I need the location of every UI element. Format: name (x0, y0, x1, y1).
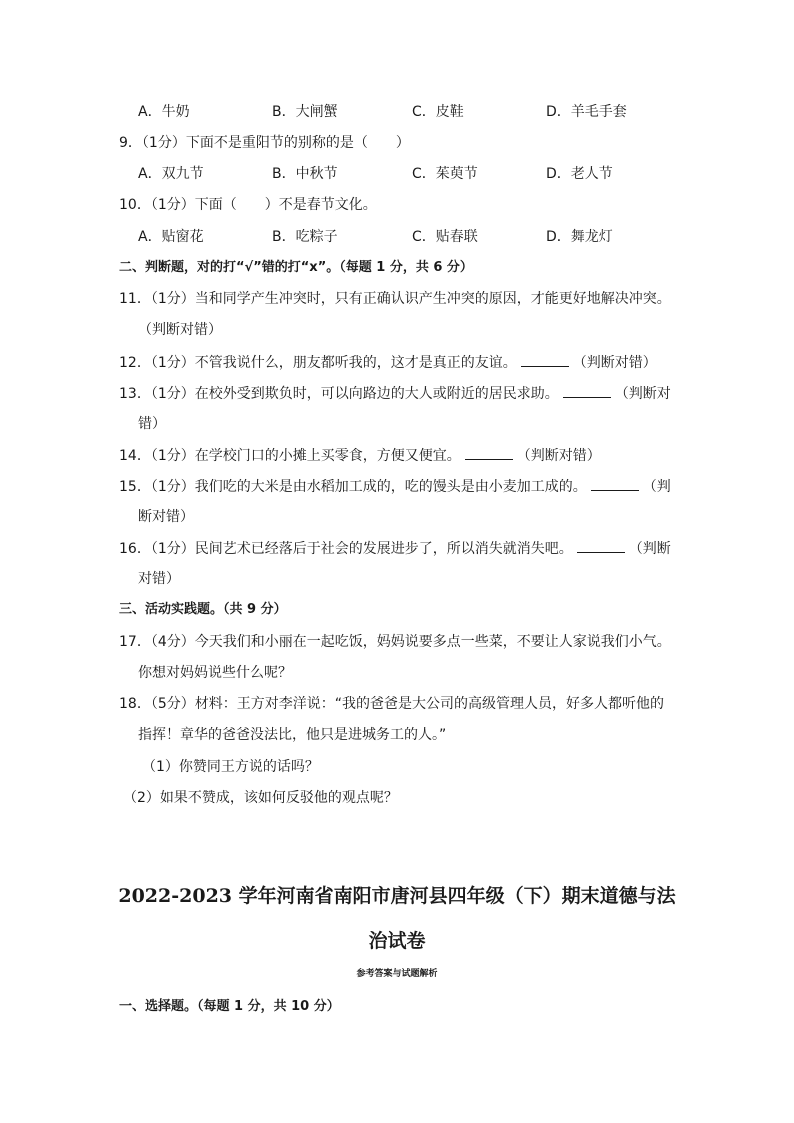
q17-line2: 你想对妈妈说些什么呢？ (138, 665, 292, 681)
answer-blank (521, 352, 569, 367)
q16 (119, 538, 671, 559)
q16-line2: 对错） (138, 571, 180, 587)
q10-option-a: A．贴窗花 (138, 229, 204, 245)
q13-suffix: （判断对 (614, 386, 671, 402)
q14-text: 14．（1分）在学校门口的小摊上买零食，方便又便宜。 (119, 448, 461, 464)
q16-text: 16．（1分）民间艺术已经落后于社会的发展进步了，所以消失就消失吧。 (119, 541, 573, 557)
q15 (119, 476, 671, 497)
q14 (119, 445, 601, 466)
q12 (119, 352, 657, 373)
section3-heading: 三、活动实践题。（共 9 分） (119, 602, 287, 617)
q8-option-c: C．皮鞋 (412, 104, 464, 120)
q17-line1: 17．（4分）今天我们和小丽在一起吃饭，妈妈说要多点一些菜，不要让人家说我们小气。 (119, 634, 671, 650)
q9-option-a: A．双九节 (138, 166, 204, 182)
answer-subtitle: 参考答案与试题解析 (356, 969, 438, 979)
q9-option-d: D．老人节 (546, 166, 613, 182)
q12-text: 12．（1分）不管我说什么，朋友都听我的，这才是真正的友谊。 (119, 355, 517, 371)
q18-sub2: （2）如果不赞成，该如何反驳他的观点呢？ (123, 790, 398, 806)
answer-title-line2: 治试卷 (368, 930, 426, 952)
q15-suffix: （判 (642, 479, 671, 495)
q10-stem: 10．（1分）下面（ ）不是春节文化。 (119, 197, 377, 213)
answer-blank (577, 538, 625, 553)
q15-text: 15．（1分）我们吃的大米是由水稻加工成的，吃的馒头是由小麦加工成的。 (119, 479, 587, 495)
q10-option-b: B．吃粽子 (272, 229, 338, 245)
q12-suffix: （判断对错） (572, 355, 657, 371)
answer-blank (563, 383, 611, 398)
q18-line1: 18．（5分）材料：王方对李洋说：“我的爸爸是大公司的高级管理人员，好多人都听他的 (119, 696, 664, 712)
answer-blank (465, 445, 513, 460)
q9-option-c: C．茱萸节 (412, 166, 478, 182)
answer-blank (591, 476, 639, 491)
q13-text: 13．（1分）在校外受到欺负时，可以向路边的大人或附近的居民求助。 (119, 386, 559, 402)
q8-option-d: D．羊毛手套 (546, 104, 627, 120)
q9-option-b: B．中秋节 (272, 166, 338, 182)
q15-line2: 断对错） (138, 509, 194, 525)
q10-option-d: D．舞龙灯 (546, 229, 613, 245)
q11-line2: （判断对错） (138, 322, 222, 338)
section1-answers-heading: 一、选择题。（每题 1 分，共 10 分） (119, 999, 340, 1014)
q13 (119, 383, 671, 404)
q18-line2: 指挥！章华的爸爸没法比，他只是进城务工的人。” (138, 727, 447, 743)
q16-suffix: （判断 (628, 541, 671, 557)
q10-option-c: C．贴春联 (412, 229, 478, 245)
q18-sub1: （1）你赞同王方说的话吗？ (142, 759, 319, 775)
q11-line1: 11．（1分）当和同学产生冲突时，只有正确认识产生冲突的原因，才能更好地解决冲突。 (119, 291, 671, 307)
answer-title-line1: 2022-2023 学年河南省南阳市唐河县四年级（下）期末道德与法 (118, 885, 676, 907)
q9-stem: 9．（1分）下面不是重阳节的别称的是（ ） (119, 135, 410, 151)
q14-suffix: （判断对错） (516, 448, 601, 464)
section2-heading: 二、判断题，对的打“√”错的打“x”。（每题 1 分，共 6 分） (119, 260, 473, 275)
q8-option-b: B．大闸蟹 (272, 104, 338, 120)
q13-line2: 错） (138, 416, 166, 432)
q8-option-a: A．牛奶 (138, 104, 190, 120)
